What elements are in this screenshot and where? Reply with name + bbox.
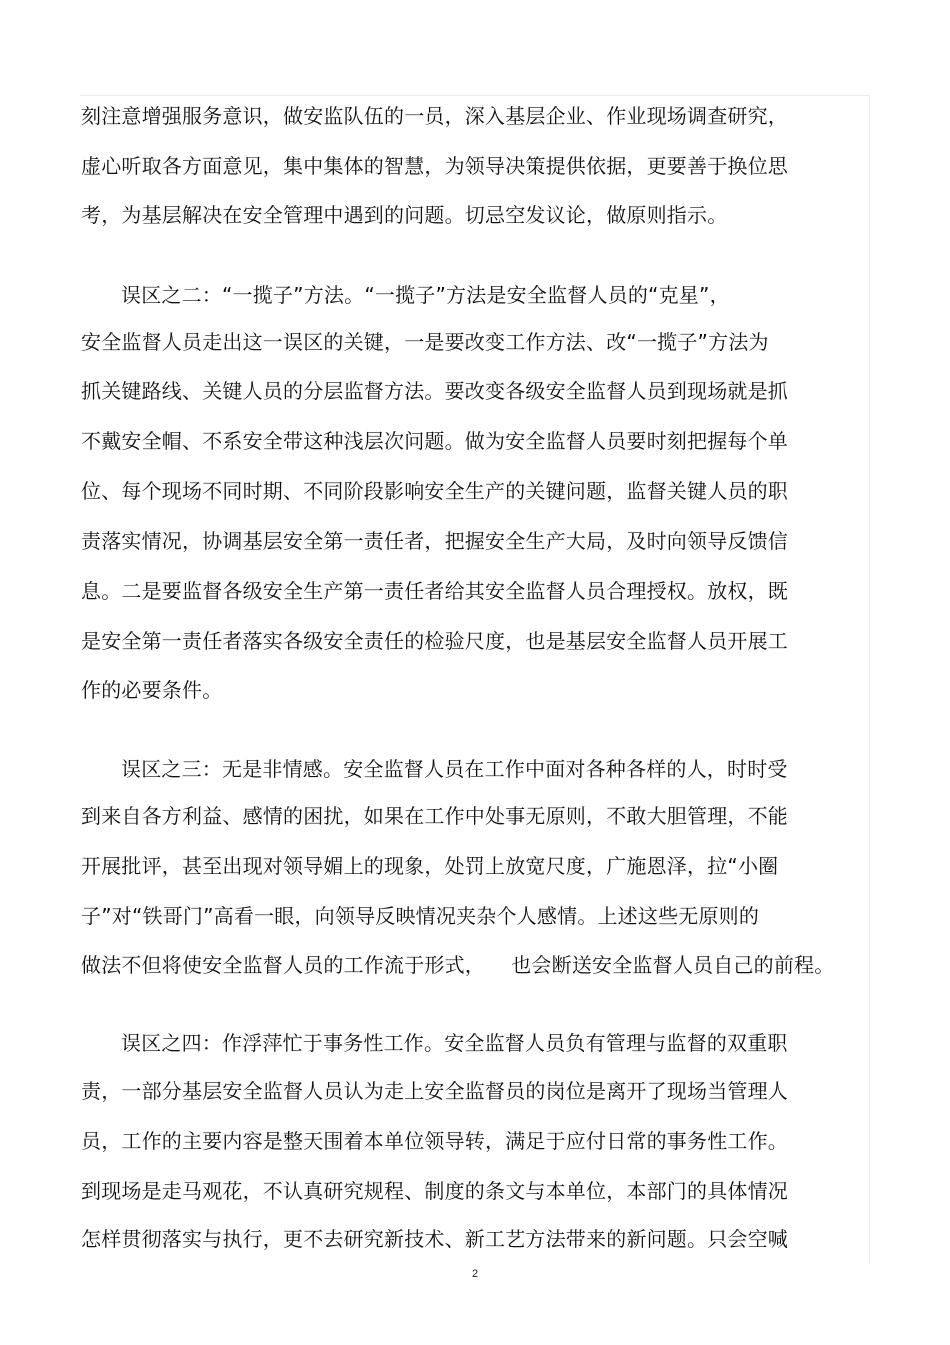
paragraph-4-line-2: 责，一部分基层安全监督人员认为走上安全监督员的岗位是离开了现场当管理人	[81, 1079, 788, 1103]
paragraph-1-line-2: 虚心听取各方面意见，集中集体的智慧，为领导决策提供依据，更要善于换位思	[81, 154, 788, 178]
paragraph-2-line-4: 不戴安全帽、不系安全带这种浅层次问题。做为安全监督人员要时刻把握每个单	[81, 429, 788, 453]
paragraph-1-line-3: 考，为基层解决在安全管理中遇到的问题。切忌空发议论，做原则指示。	[81, 203, 728, 227]
paragraph-2-line-8: 是安全第一责任者落实各级安全责任的检验尺度，也是基层安全监督人员开展工	[81, 629, 788, 653]
paragraph-2-line-9: 作的必要条件。	[81, 678, 223, 702]
paragraph-4-line-4: 到现场是走马观花，不认真研究规程、制度的条文与本单位，本部门的具体情况	[81, 1179, 788, 1203]
paragraph-3-line-4: 子”对“铁哥门”高看一眼，向领导反映情况夹杂个人感情。上述这些无原则的	[81, 904, 760, 928]
paragraph-2-line-6: 责落实情况，协调基层安全第一责任者，把握安全生产大局，及时向领导反馈信	[81, 529, 788, 553]
paragraph-2-line-2: 安全监督人员走出这一误区的关键，一是要改变工作方法、改“一揽子”方法为	[81, 330, 769, 354]
paragraph-2-line-7: 息。二是要监督各级安全生产第一责任者给其安全监督人员合理授权。放权，既	[81, 579, 788, 603]
paragraph-3-line-2: 到来自各方利益、感情的困扰，如果在工作中处事无原则，不敢大胆管理，不能	[81, 804, 788, 828]
page-number: 2	[471, 1268, 479, 1280]
paragraph-2-line-5: 位、每个现场不同时期、不同阶段影响安全生产的关键问题，监督关键人员的职	[81, 479, 788, 503]
paragraph-3-line-5: 做法不但将使安全监督人员的工作流于形式， 也会断送安全监督人员自己的前程。	[81, 953, 835, 977]
page-frame-top-rule	[80, 95, 870, 96]
paragraph-4-line-5: 怎样贯彻落实与执行，更不去研究新技术、新工艺方法带来的新问题。只会空喊	[81, 1227, 788, 1251]
paragraph-3-line-3: 开展批评，甚至出现对领导媚上的现象，处罚上放宽尺度，广施恩泽，拉“小圈	[81, 854, 779, 878]
page-frame-right-rule	[869, 95, 870, 1265]
paragraph-2-line-1: 误区之二：“一揽子”方法。“一揽子”方法是安全监督人员的“克星”，	[121, 283, 730, 307]
paragraph-3-line-1: 误区之三：无是非情感。安全监督人员在工作中面对各种各样的人，时时受	[121, 757, 788, 781]
paragraph-4-line-1: 误区之四：作浮萍忙于事务性工作。安全监督人员负有管理与监督的双重职	[121, 1031, 788, 1055]
paragraph-1-line-1: 刻注意增强服务意识，做安监队伍的一员，深入基层企业、作业现场调查研究，	[81, 104, 788, 128]
paragraph-2-line-3: 抓关键路线、关键人员的分层监督方法。要改变各级安全监督人员到现场就是抓	[81, 379, 788, 403]
paragraph-4-line-3: 员，工作的主要内容是整天围着本单位领导转，满足于应付日常的事务性工作。	[81, 1129, 788, 1153]
